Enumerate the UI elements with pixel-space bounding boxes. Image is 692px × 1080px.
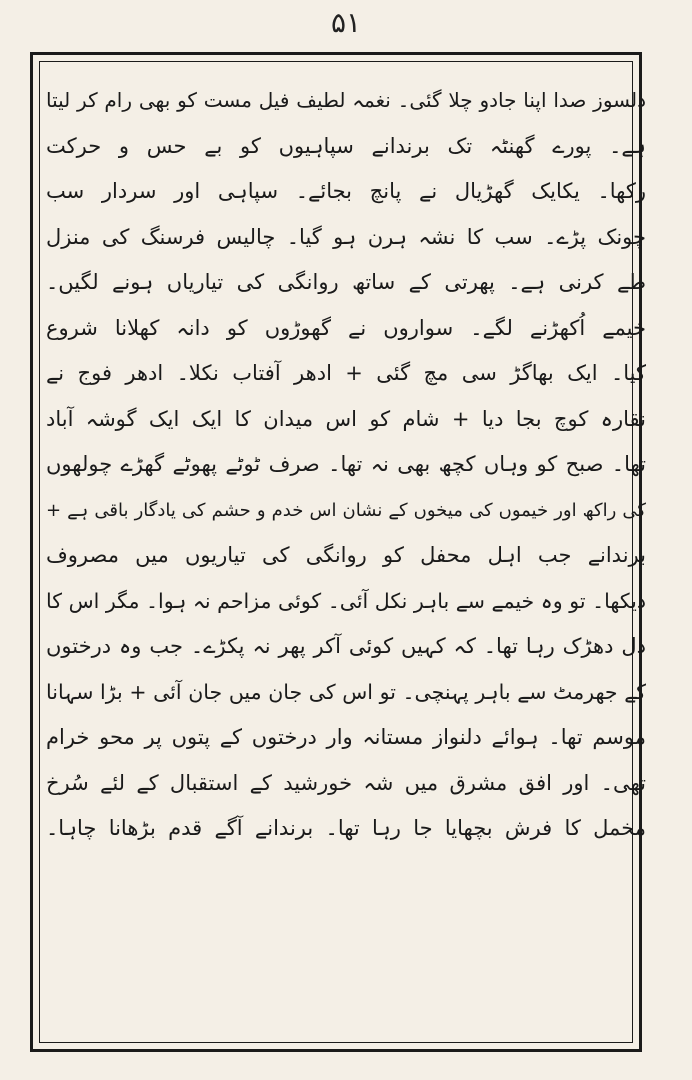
text-line: کی راکھ اور خیموں کی میخوں کے نشان اس خدم و حشم کی یادگار باقی ہے +: [46, 499, 646, 521]
text-line: خیمے اُکھڑنے لگے۔ سواروں نے گھوڑوں کو دانہ کھلانا شروع: [46, 315, 646, 340]
text-line: کے جھرمٹ سے باہر پہنچی۔ تو اس کی جان میں جان آئی + بڑا سہانا: [46, 679, 646, 704]
page-number: ۵۱: [330, 6, 362, 39]
text-line: نقارہ کوچ بجا دیا + شام کو اس میدان کا ایک ایک گوشہ آباد: [46, 406, 646, 431]
text-line: طے کرنی ہے۔ پھرتی کے ساتھ روانگی کی تیاریاں ہونے لگیں۔: [46, 270, 646, 294]
text-line: تھا۔ صبح کو وہاں کچھ بھی نہ تھا۔ صرف ٹوٹے پھوٹے گھڑے چولھوں: [46, 452, 646, 476]
text-line: رکھا۔ یکایک گھڑیال نے پانچ بجائے۔ سپاہی اور سردار سب: [46, 179, 646, 203]
text-line: دلسوز صدا اپنا جادو چلا گئی۔ نغمہ لطیف فیل مست کو بھی رام کر لیتا: [46, 88, 646, 112]
text-line: دل دھڑک رہا تھا۔ کہ کہیں کوئی آکر پھر نہ پکڑے۔ جب وہ درختوں: [46, 634, 646, 658]
text-line: کیا۔ ایک بھاگڑ سی مچ گئی + ادھر آفتاب نکلا۔ ادھر فوج نے: [46, 361, 646, 385]
text-line: مخمل کا فرش بچھایا جا رہا تھا۔ برندانے آگے قدم بڑھانا چاہا۔: [46, 816, 646, 840]
text-line: دیکھا۔ تو وہ خیمے سے باہر نکل آئی۔ کوئی مزاحم نہ ہوا۔ مگر اس کا: [46, 588, 646, 613]
text-line: موسم تھا۔ ہوائے دلنواز مستانہ وار درختوں کے پتوں پر محو خرام: [46, 725, 646, 749]
text-block: [46, 78, 646, 1038]
text-line: ہے۔ پورے گھنٹہ تک برندانے سپاہیوں کو بے حس و حرکت: [46, 133, 646, 158]
text-line: تھی۔ اور افق مشرق میں شہ خورشید کے استقبال کے لئے سُرخ: [46, 770, 646, 795]
text-line: چونک پڑے۔ سب کا نشہ ہرن ہو گیا۔ چالیس فرسنگ کی منزل: [46, 224, 646, 249]
text-line: برندانے جب اہل محفل کو روانگی کی تیاریوں میں مصروف: [46, 543, 646, 567]
